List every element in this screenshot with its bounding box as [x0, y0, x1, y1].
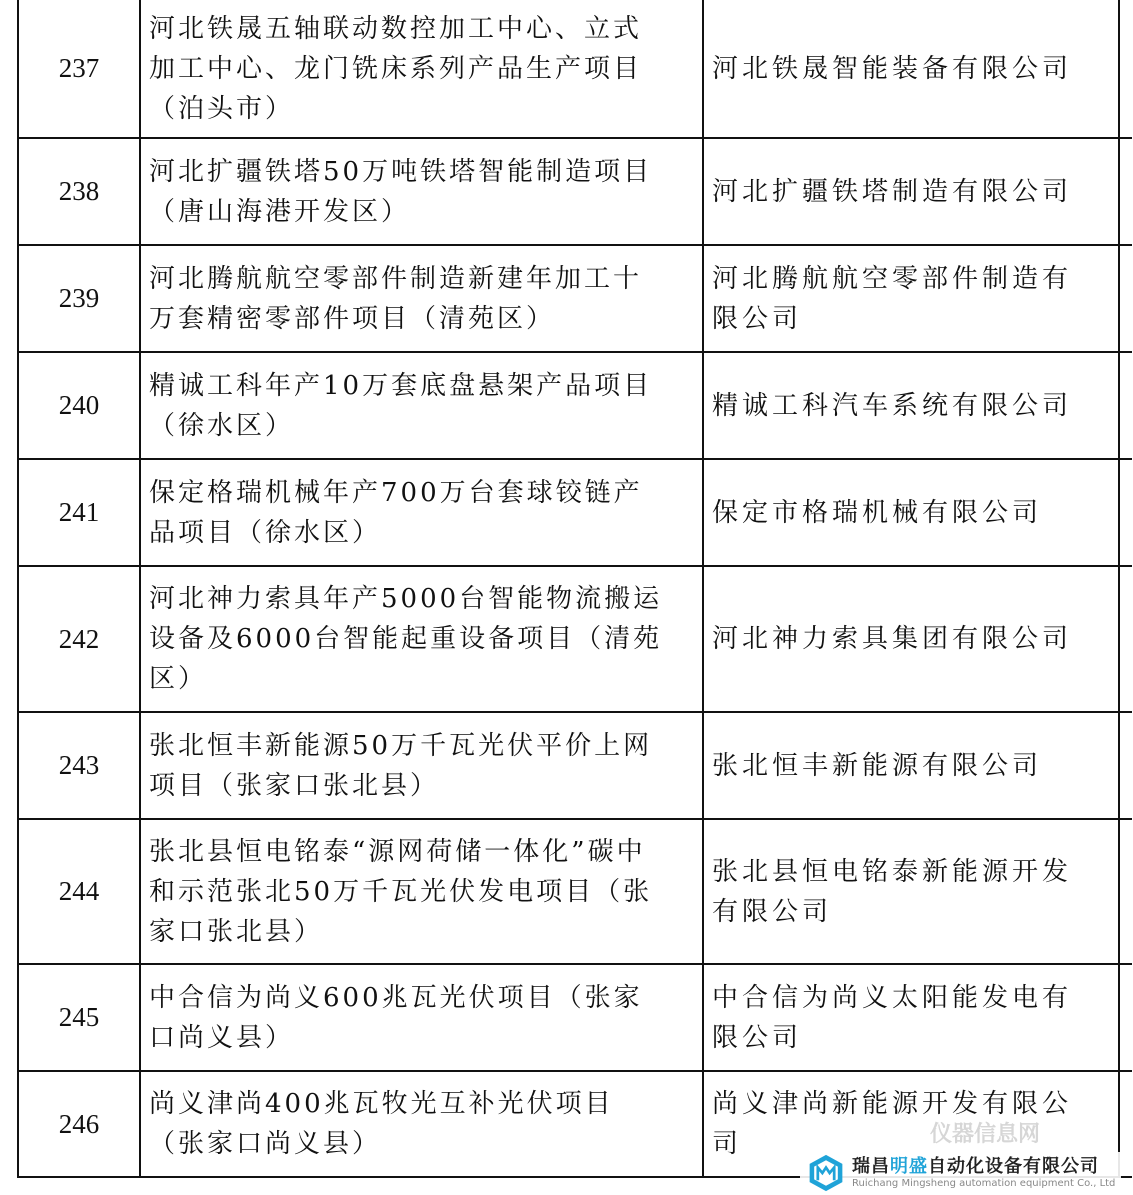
project-name-cell [140, 352, 703, 459]
company-watermark [800, 1152, 1121, 1194]
table-row [18, 245, 1132, 352]
row-number: 238 [18, 138, 140, 245]
company-name-line: 司 [712, 1129, 743, 1159]
clipped-column-cell [1119, 0, 1132, 138]
company-name-cell [703, 964, 1119, 1071]
company-name-cell [703, 819, 1119, 964]
project-name-cell [140, 459, 703, 566]
table-row [18, 352, 1132, 459]
watermark-title-b: 自动化设备有限公司 [928, 1155, 1099, 1177]
project-name-line: （唐山海港开发区） [149, 196, 411, 227]
project-name-line: 河北扩疆铁塔50万吨铁塔智能制造项目 [149, 156, 653, 187]
table-row [18, 138, 1132, 245]
project-table [17, 0, 1132, 1178]
project-name-line: （徐水区） [149, 410, 295, 441]
watermark-title-a: 瑞昌 [852, 1155, 890, 1177]
company-name-cell [703, 712, 1119, 819]
project-name-line: 家口张北县） [149, 916, 324, 947]
company-name-cell [703, 566, 1119, 712]
company-name-line: 限公司 [712, 303, 803, 334]
clipped-column-cell [1119, 566, 1132, 712]
watermark-ghost: 仪器信息网 [930, 1122, 1041, 1147]
company-name-line: 中合信为尚义太阳能发电有 [712, 982, 1073, 1013]
watermark-subtitle: Ruichang Mingsheng automation equipment Co., Ltd [852, 1177, 1116, 1189]
project-name-line: 万套精密零部件项目（清苑区） [149, 303, 556, 334]
row-number: 240 [18, 352, 140, 459]
clipped-column-cell [1119, 459, 1132, 566]
watermark-title-highlight: 明盛 [890, 1155, 928, 1177]
clipped-column-cell [1119, 712, 1132, 819]
project-name-line: 区） [149, 664, 208, 694]
clipped-column-cell [1119, 964, 1132, 1071]
table-row [18, 964, 1132, 1071]
company-name-cell [703, 138, 1119, 245]
row-number: 241 [18, 459, 140, 566]
company-name-line: 张北县恒电铭泰新能源开发 [712, 856, 1073, 887]
project-name-line: 河北铁晟五轴联动数控加工中心、立式 [149, 13, 643, 44]
company-name-line: 有限公司 [712, 896, 833, 927]
project-name-cell [140, 819, 703, 964]
row-number: 244 [18, 819, 140, 964]
company-name-cell [703, 0, 1119, 138]
row-number: 242 [18, 566, 140, 712]
project-name-line: （张家口尚义县） [149, 1129, 382, 1159]
project-name-cell [140, 712, 703, 819]
project-name-cell [140, 1071, 703, 1177]
project-name-line: 张北县恒电铭泰“源网荷储一体化”碳中 [149, 836, 646, 867]
project-name-line: 精诚工科年产10万套底盘悬架产品项目 [149, 370, 653, 401]
company-name-cell [703, 459, 1119, 566]
company-name-line: 张北恒丰新能源有限公司 [712, 750, 1043, 781]
row-number: 245 [18, 964, 140, 1071]
company-name-line: 尚义津尚新能源开发有限公 [712, 1089, 1073, 1119]
project-name-line: 口尚义县） [149, 1022, 295, 1053]
project-name-line: 品项目（徐水区） [149, 517, 382, 548]
project-name-line: 保定格瑞机械年产700万台套球铰链产 [149, 477, 643, 508]
company-name-line: 精诚工科汽车系统有限公司 [712, 390, 1073, 421]
table-row [18, 712, 1132, 819]
table-row [18, 566, 1132, 712]
project-name-cell [140, 245, 703, 352]
row-number: 237 [18, 0, 140, 138]
company-name-line: 河北扩疆铁塔制造有限公司 [712, 176, 1073, 207]
project-name-cell [140, 138, 703, 245]
table-row [18, 819, 1132, 964]
project-name-cell [140, 964, 703, 1071]
company-name-line: 河北铁晟智能装备有限公司 [712, 53, 1073, 84]
project-name-line: 项目（张家口张北县） [149, 770, 440, 801]
project-name-line: 设备及6000台智能起重设备项目（清苑 [149, 624, 663, 654]
project-name-cell [140, 0, 703, 138]
row-number: 243 [18, 712, 140, 819]
project-name-line: 尚义津尚400兆瓦牧光互补光伏项目 [149, 1089, 614, 1119]
clipped-column-cell [1119, 245, 1132, 352]
project-name-line: 张北恒丰新能源50万千瓦光伏平价上网 [149, 730, 653, 761]
table-row [18, 459, 1132, 566]
project-name-line: （泊头市） [149, 93, 295, 124]
project-name-line: 加工中心、龙门铣床系列产品生产项目 [149, 53, 643, 84]
company-name-cell [703, 352, 1119, 459]
row-number: 246 [18, 1071, 140, 1177]
company-name-line: 限公司 [712, 1022, 803, 1053]
project-name-line: 河北腾航航空零部件制造新建年加工十 [149, 263, 643, 294]
project-name-line: 和示范张北50万千瓦光伏发电项目（张 [149, 876, 653, 907]
clipped-column-cell [1119, 138, 1132, 245]
company-name-line: 河北神力索具集团有限公司 [712, 624, 1073, 654]
table-row [18, 0, 1132, 138]
company-logo-icon [806, 1153, 846, 1193]
project-name-cell [140, 566, 703, 712]
row-number: 239 [18, 245, 140, 352]
project-name-line: 河北神力索具年产5000台智能物流搬运 [149, 584, 663, 614]
company-name-line: 河北腾航航空零部件制造有 [712, 263, 1073, 294]
clipped-column-cell [1119, 819, 1132, 964]
project-name-line: 中合信为尚义600兆瓦光伏项目（张家 [149, 982, 643, 1013]
clipped-column-cell [1119, 352, 1132, 459]
company-name-cell [703, 245, 1119, 352]
company-name-line: 保定市格瑞机械有限公司 [712, 497, 1043, 528]
